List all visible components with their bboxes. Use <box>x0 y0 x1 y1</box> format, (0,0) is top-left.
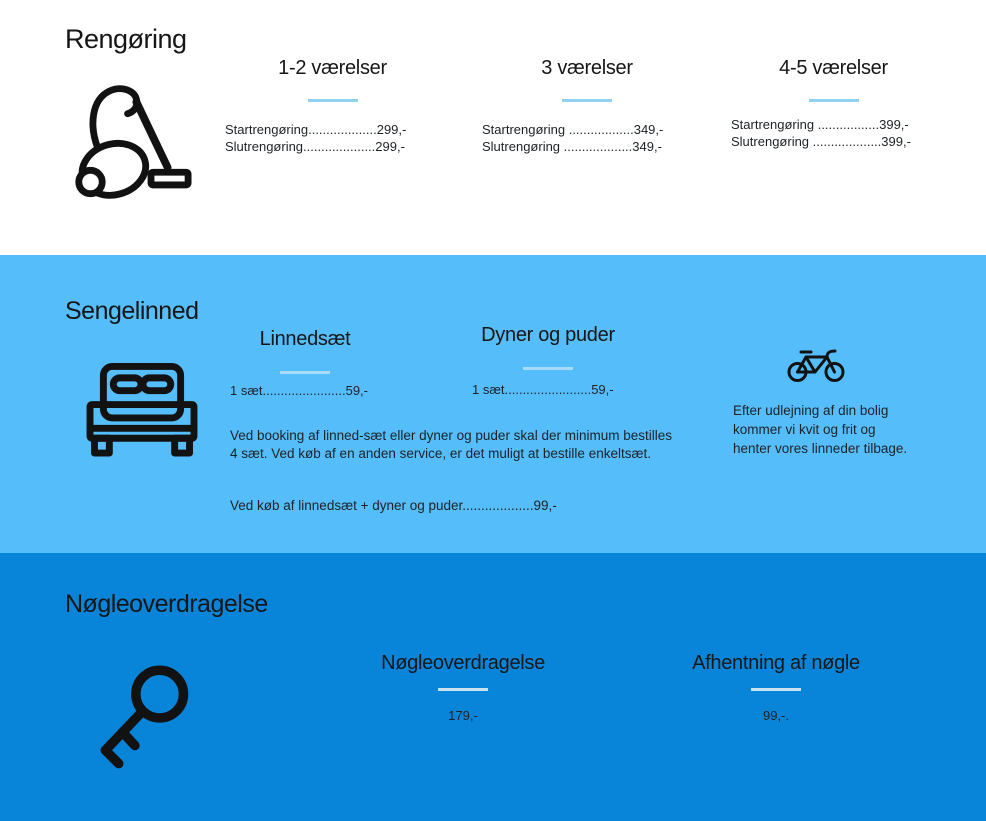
section-cleaning <box>0 0 986 255</box>
column-title: Nøgleoverdragelse <box>381 652 545 674</box>
column-title: 3 værelser <box>541 57 633 79</box>
vacuum-cleaner-icon <box>70 82 192 202</box>
price-column-3-rooms <box>482 57 692 237</box>
price-column-1-2-rooms <box>225 57 440 237</box>
pickup-line: henter vores linneder tilbage. <box>733 441 908 456</box>
key-icon <box>93 660 193 772</box>
bicycle-icon <box>787 345 845 383</box>
linen-column-linnedsaet <box>230 328 380 408</box>
column-title: Linnedsæt <box>259 328 351 350</box>
pickup-line: Efter udlejning af din bolig <box>733 403 889 418</box>
section-title-linen: Sengelinned <box>65 297 199 325</box>
divider-line <box>562 99 612 102</box>
linen-column-dyner-puder <box>472 324 624 404</box>
pickup-line: kommer vi kvit og frit og <box>733 422 876 437</box>
divider-line <box>438 688 488 691</box>
divider-line <box>523 367 573 370</box>
section-linen <box>0 255 986 553</box>
divider-line <box>751 688 801 691</box>
bed-icon <box>85 363 199 462</box>
column-title: 1-2 værelser <box>278 57 387 79</box>
linen-minimum-note: Ved booking af linned-sæt eller dyner og puder skal der minimum bestilles 4 sæt. Ved køb af en anden service, er det muligt at bestille enkeltsæt. <box>230 428 672 461</box>
section-title-cleaning: Rengøring <box>65 24 187 54</box>
price-column-4-5-rooms <box>731 57 936 237</box>
column-title: Dyner og puder <box>481 324 615 346</box>
section-key-handover <box>0 553 986 821</box>
price-line: Slutrengøring....................299,- <box>225 139 405 154</box>
key-column-pickup <box>681 652 871 732</box>
price-line: 1 sæt........................59,- <box>472 382 614 397</box>
price-value: 179,- <box>448 708 478 723</box>
price-value: 99,-. <box>762 708 789 723</box>
price-line: Startrengøring ..................349,- <box>482 122 664 137</box>
divider-line <box>809 99 859 102</box>
price-line: Startrengøring .................399,- <box>731 117 909 132</box>
linen-pickup-note <box>733 401 933 458</box>
linen-combo-price: Ved køb af linnedsæt + dyner og puder...................99,- <box>230 498 557 513</box>
section-title-key: Nøgleoverdragelse <box>65 590 268 618</box>
divider-line <box>280 371 330 374</box>
column-title: Afhentning af nøgle <box>692 652 860 674</box>
price-line: 1 sæt.......................59,- <box>230 383 368 398</box>
column-title: 4-5 værelser <box>779 57 888 79</box>
price-line: Startrengøring...................299,- <box>225 122 407 137</box>
price-line: Slutrengøring ...................399,- <box>731 134 911 149</box>
divider-line <box>308 99 358 102</box>
price-line: Slutrengøring ...................349,- <box>482 139 662 154</box>
key-column-handover <box>368 652 558 732</box>
